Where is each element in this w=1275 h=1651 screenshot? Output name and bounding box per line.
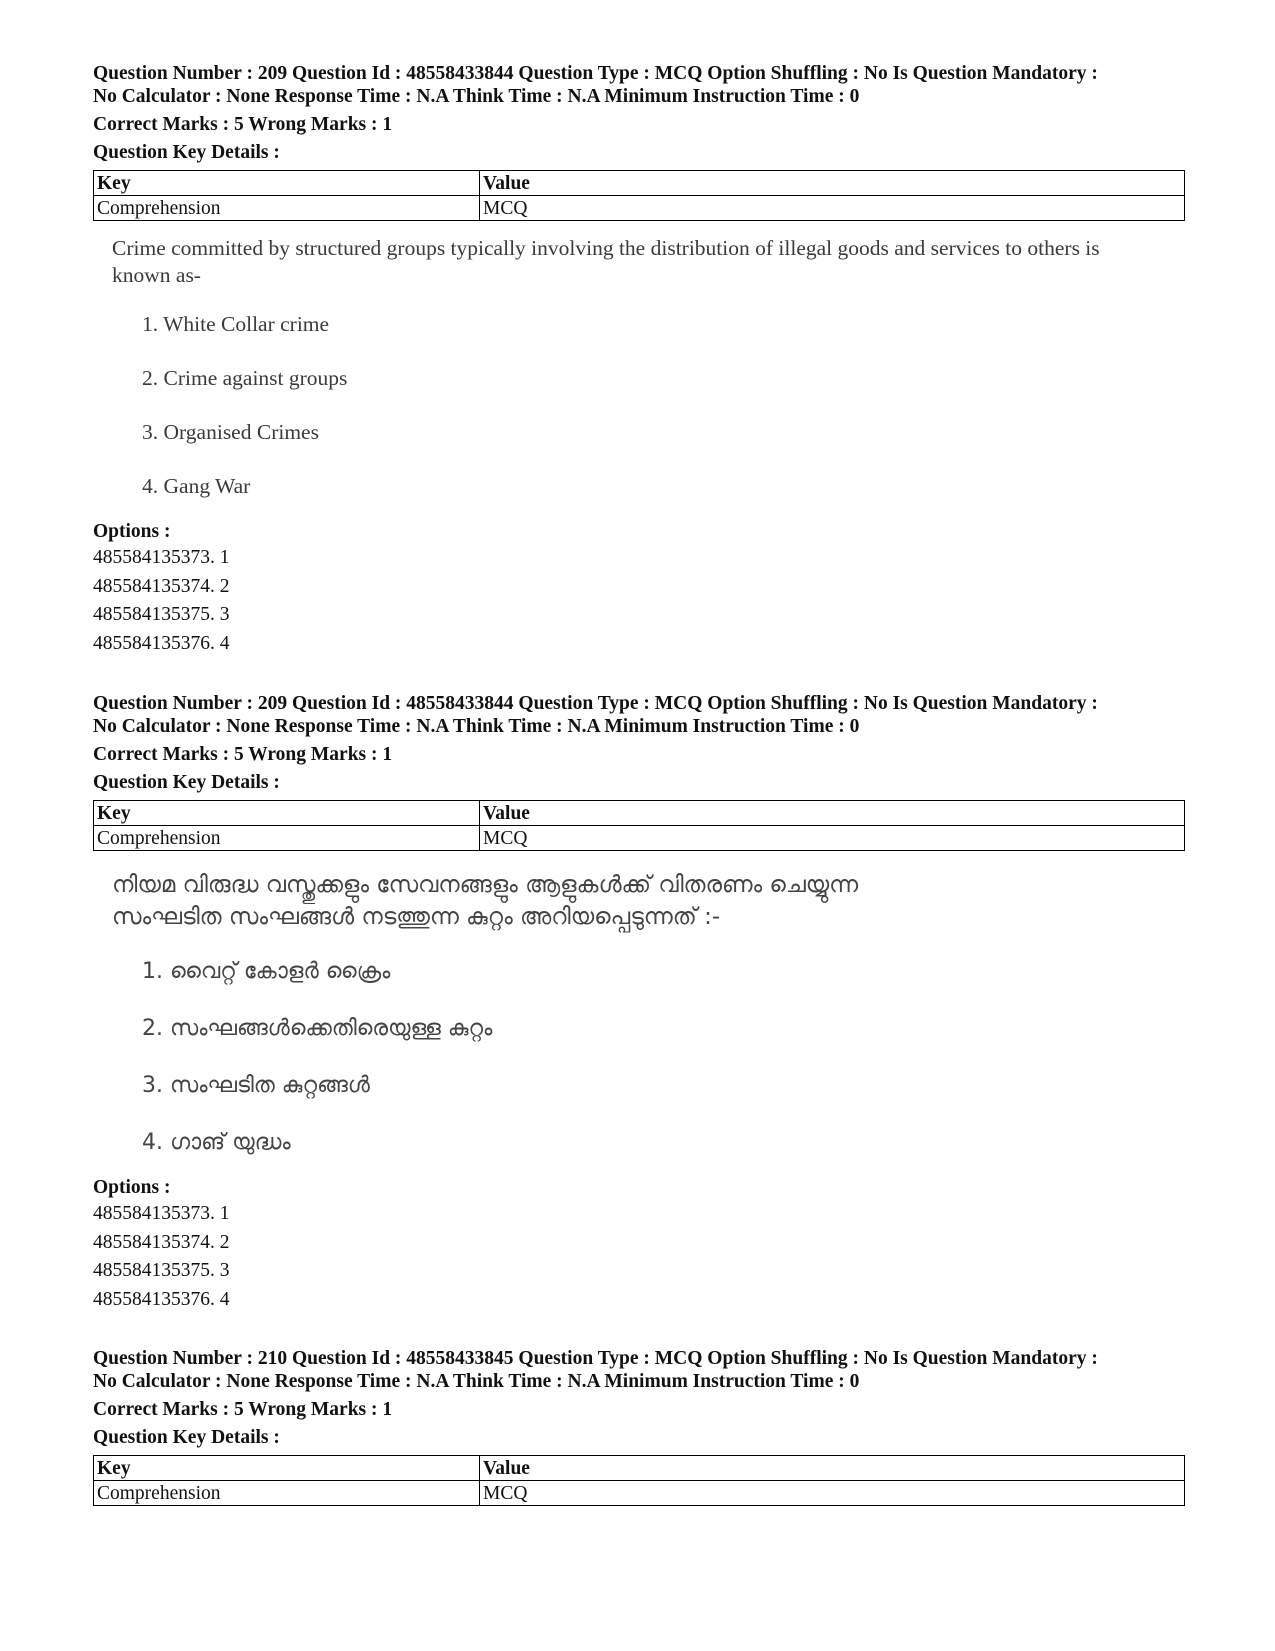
question-text-line2: സംഘടിത സംഘങ്ങൾ നടത്തുന്ന കുറ്റം അറിയപ്പെടുന്നത് :- — [112, 904, 721, 930]
choice-item: 2. Crime against groups — [142, 366, 348, 390]
choice-item: 4. ഗാങ് യുദ്ധം — [142, 1130, 291, 1155]
table-header-row — [94, 801, 1185, 826]
option-line: 485584135374. 2 — [93, 1231, 230, 1253]
options-block-2 — [93, 1176, 1185, 1314]
key-details-table — [93, 170, 1185, 221]
table-header-value: Value — [480, 1456, 1185, 1481]
options-label: Options : — [93, 521, 171, 542]
table-cell-key: Comprehension — [94, 1481, 480, 1506]
choice-item: 1. വൈറ്റ് കോളർ ക്രൈം — [142, 959, 391, 984]
table-header-key: Key — [94, 1456, 480, 1481]
question-block-1 — [93, 62, 1185, 500]
marks-line: Correct Marks : 5 Wrong Marks : 1 — [93, 744, 393, 765]
option-line: 485584135373. 1 — [93, 1203, 230, 1224]
option-line: 485584135375. 3 — [93, 604, 230, 625]
question-content — [112, 235, 1185, 500]
question-block-2 — [93, 692, 1185, 1158]
table-cell-key: Comprehension — [94, 826, 480, 851]
table-row — [94, 826, 1185, 851]
table-cell-value: MCQ — [480, 1481, 1185, 1506]
question-meta-line1: Question Number : 210 Question Id : 48558433845 Question Type : MCQ Option Shuffling : No Is Question Mandatory : — [93, 1348, 1098, 1369]
question-content — [112, 869, 1185, 1158]
marks-line: Correct Marks : 5 Wrong Marks : 1 — [93, 1399, 393, 1420]
choice-item: 1. White Collar crime — [142, 312, 330, 336]
choice-item: 3. സംഘടിത കുറ്റങ്ങൾ — [142, 1073, 370, 1098]
table-header-value: Value — [480, 171, 1185, 196]
question-block-3 — [93, 1347, 1185, 1506]
question-meta-line1: Question Number : 209 Question Id : 48558433844 Question Type : MCQ Option Shuffling : No Is Question Mandatory : — [93, 693, 1098, 714]
choice-item: 4. Gang War — [142, 474, 251, 498]
options-block-1 — [93, 520, 1185, 658]
choice-item: 2. സംഘങ്ങൾക്കെതിരെയുള്ള കുറ്റം — [142, 1016, 493, 1041]
option-line: 485584135376. 4 — [93, 1288, 230, 1310]
choice-list — [142, 311, 1185, 500]
table-row — [94, 196, 1185, 221]
key-details-label: Question Key Details : — [93, 142, 280, 163]
table-row — [94, 1481, 1185, 1506]
key-details-label: Question Key Details : — [93, 1427, 280, 1448]
option-line: 485584135375. 3 — [93, 1260, 230, 1281]
option-line: 485584135376. 4 — [93, 632, 230, 654]
options-label: Options : — [93, 1177, 171, 1198]
table-header-value: Value — [480, 801, 1185, 826]
question-text: Crime committed by structured groups typically involving the distribution of illegal goods and services to others is known as- — [112, 236, 1100, 287]
question-meta-line2: No Calculator : None Response Time : N.A Think Time : N.A Minimum Instruction Time : 0 — [93, 1371, 860, 1392]
table-cell-value: MCQ — [480, 826, 1185, 851]
key-details-table — [93, 800, 1185, 851]
table-header-key: Key — [94, 801, 480, 826]
question-text-line1: നിയമ വിരുദ്ധ വസ്തുക്കളും സേവനങ്ങളും ആളുകൾക്ക് വിതരണം ചെയ്യുന്ന — [112, 872, 859, 898]
table-cell-value: MCQ — [480, 196, 1185, 221]
option-line: 485584135373. 1 — [93, 547, 230, 568]
table-header-key: Key — [94, 171, 480, 196]
choice-item: 3. Organised Crimes — [142, 420, 319, 444]
key-details-table — [93, 1455, 1185, 1506]
question-meta-line2: No Calculator : None Response Time : N.A Think Time : N.A Minimum Instruction Time : 0 — [93, 86, 860, 107]
table-header-row — [94, 171, 1185, 196]
question-meta-line1: Question Number : 209 Question Id : 48558433844 Question Type : MCQ Option Shuffling : No Is Question Mandatory : — [93, 63, 1098, 84]
table-cell-key: Comprehension — [94, 196, 480, 221]
marks-line: Correct Marks : 5 Wrong Marks : 1 — [93, 114, 393, 135]
choice-list — [142, 957, 1185, 1158]
question-meta-line2: No Calculator : None Response Time : N.A Think Time : N.A Minimum Instruction Time : 0 — [93, 716, 860, 737]
key-details-label: Question Key Details : — [93, 772, 280, 793]
option-line: 485584135374. 2 — [93, 575, 230, 597]
table-header-row — [94, 1456, 1185, 1481]
